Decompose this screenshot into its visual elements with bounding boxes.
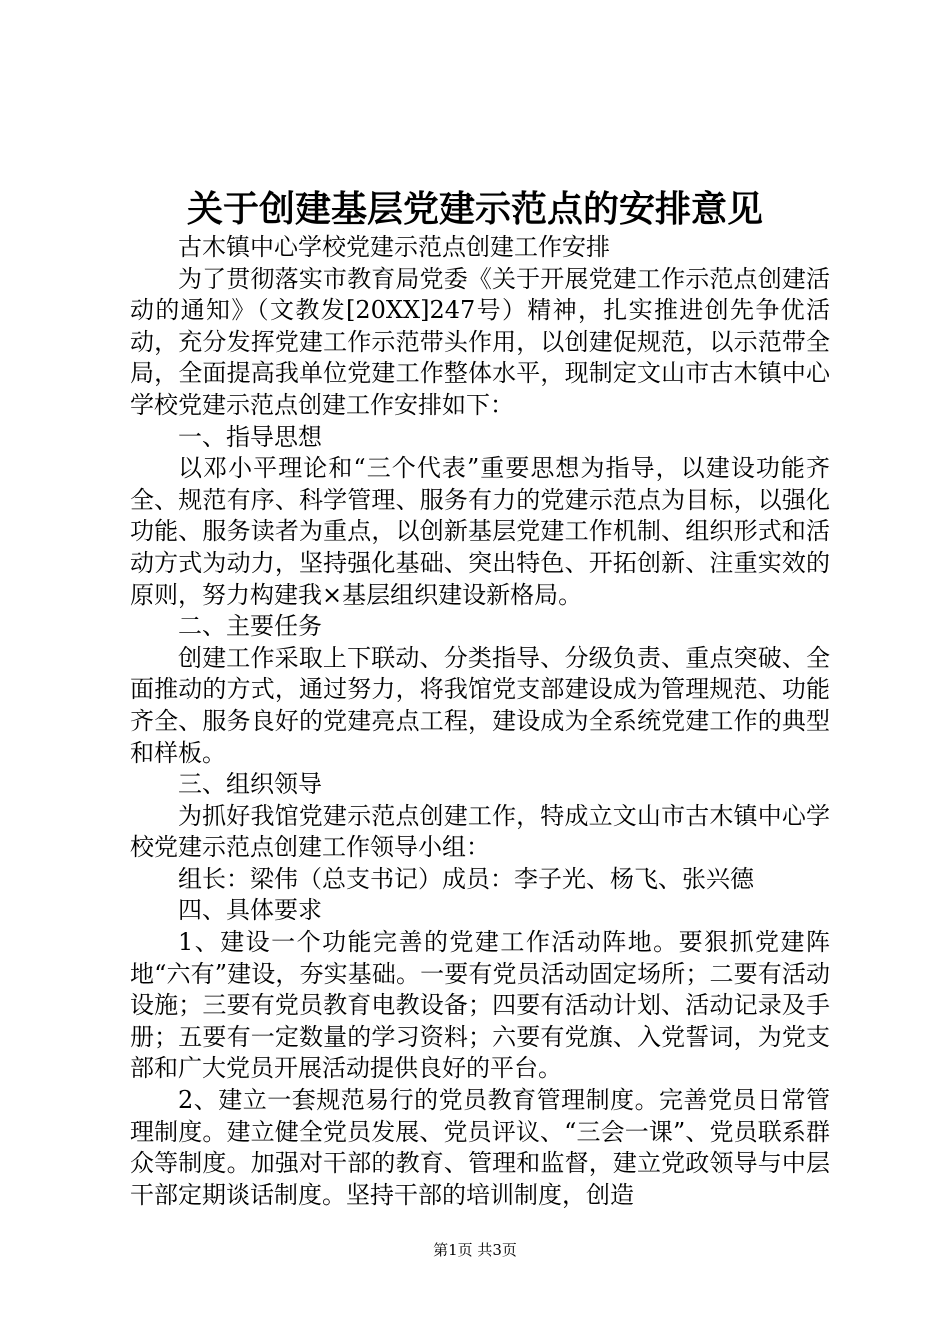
subtitle-paragraph: 古木镇中心学校党建示范点创建工作安排	[178, 233, 610, 261]
document-body	[130, 232, 830, 1211]
section-heading-main-tasks: 二、主要任务	[178, 612, 322, 641]
requirement-1-paragraph: 1、建设一个功能完善的党建工作活动阵地。要狠抓党建阵地“六有”建设，夯实基础。一要有党员活动固定场所；二要有活动设施；三要有党员教育电教设备；四要有活动计划、活动记录及手册；五要有一定数量的学习资料；六要有党旗、入党誓词，为党支部和广大党员开展活动提供良好的平台。	[130, 928, 830, 1083]
main-tasks-paragraph: 创建工作采取上下联动、分类指导、分级负责、重点突破、全面推动的方式，通过努力，将我馆党支部建设成为管理规范、功能齐全、服务良好的党建亮点工程，建设成为全系统党建工作的典型和样板。	[130, 643, 830, 767]
leadership-members-paragraph: 组长：梁伟（总支书记）成员：李子光、杨飞、张兴德	[178, 864, 754, 893]
document-title: 关于创建基层党建示范点的安排意见	[186, 188, 763, 230]
intro-paragraph: 为了贯彻落实市教育局党委《关于开展党建工作示范点创建活动的通知》（文教发[20XX]247号）精神，扎实推进创先争优活动，充分发挥党建工作示范带头作用，以创建促规范，以示范带全局，全面提高我单位党建工作整体水平，现制定文山市古木镇中心学校党建示范点创建工作安排如下：	[130, 264, 830, 419]
section-heading-organization: 三、组织领导	[178, 770, 322, 799]
requirement-2-paragraph: 2、建立一套规范易行的党员教育管理制度。完善党员日常管理制度。建立健全党员发展、党员评议、“三会一课”、党员联系群众等制度。加强对干部的教育、管理和监督，建立党政领导与中层干部定期谈话制度。坚持干部的培训制度，创造	[130, 1086, 830, 1209]
section-heading-requirements: 四、具体要求	[178, 896, 322, 925]
guiding-ideology-paragraph: 以邓小平理论和“三个代表”重要思想为指导，以建设功能齐全、规范有序、科学管理、服务有力的党建示范点为目标，以强化功能、服务读者为重点，以创新基层党建工作机制、组织形式和活动方式为动力，坚持强化基础、突出特色、开拓创新、注重实效的原则，努力构建我×基层组织建设新格局。	[130, 454, 830, 609]
section-heading-guiding-ideology: 一、指导思想	[178, 422, 322, 451]
organization-paragraph: 为抓好我馆党建示范点创建工作，特成立文山市古木镇中心学校党建示范点创建工作领导小组：	[130, 801, 830, 862]
page-number-footer: 第1页 共3页	[433, 1241, 517, 1259]
